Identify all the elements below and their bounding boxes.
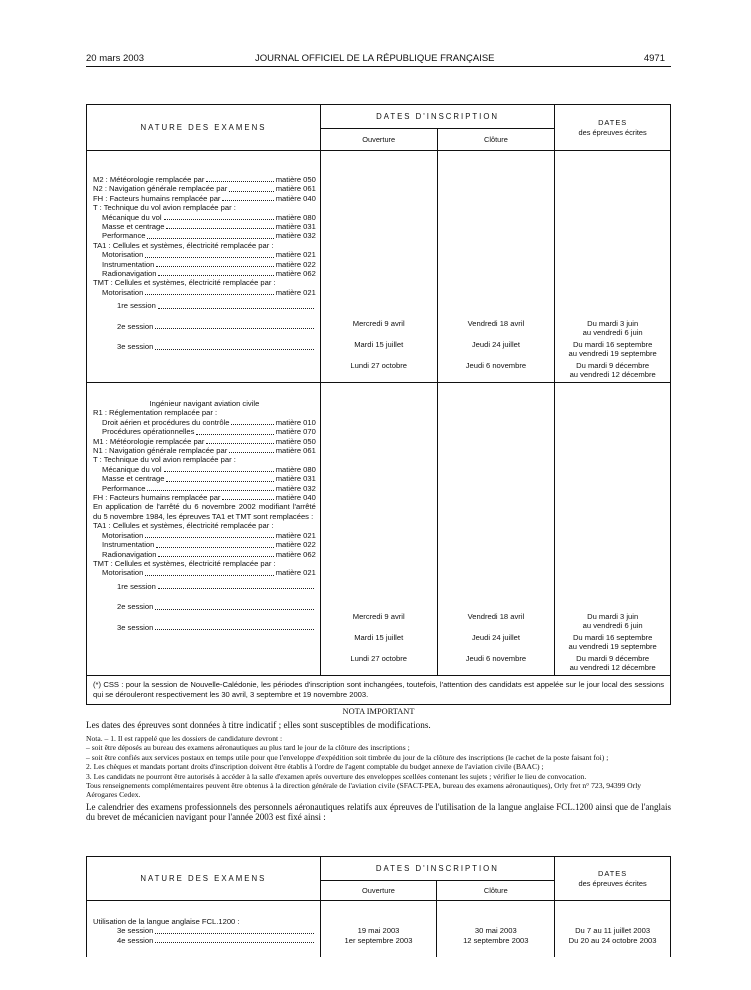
leader-dots — [145, 531, 273, 538]
session-ouverture: 19 mai 2003 — [357, 926, 400, 935]
session-ouverture: Mercredi 9 avril — [352, 319, 405, 328]
session-cloture: Vendredi 18 avril — [467, 319, 525, 328]
subject-line — [93, 568, 316, 577]
subject-matiere: matière 021 — [275, 250, 316, 260]
dates-start: Du mardi 3 juin — [587, 319, 639, 328]
session-ouverture: Mardi 15 juillet — [354, 633, 404, 642]
block1-dates — [555, 151, 671, 383]
leader-dots — [164, 213, 274, 220]
subject-matiere: matière 080 — [275, 464, 316, 474]
session-dates — [555, 319, 670, 340]
dates-end: au vendredi 6 juin — [582, 328, 643, 338]
subject-label: R1 : Réglementation remplacée par : — [93, 408, 218, 418]
session-line — [93, 926, 316, 935]
session-dates — [555, 633, 670, 654]
dates-end: au vendredi 6 juin — [582, 621, 643, 631]
t2-cloture — [437, 901, 555, 957]
note-item: Nota. – 1. Il est rappelé que les dossiers de candidature devront : — [86, 734, 283, 743]
header-page-number: 4971 — [643, 53, 665, 64]
subject-matiere: matière 032 — [275, 483, 316, 493]
leader-dots — [155, 936, 313, 943]
session-label: 2e session — [117, 602, 154, 612]
subject-line — [93, 446, 316, 455]
dates-start: Du mardi 9 décembre — [576, 654, 650, 663]
header-journal-title: JOURNAL OFFICIEL DE LA RÉPUBLIQUE FRANÇAISE — [255, 53, 495, 64]
leader-dots — [206, 437, 273, 444]
leader-dots — [158, 301, 314, 308]
subject-label: N1 : Navigation générale remplacée par — [93, 446, 228, 456]
leader-dots — [222, 194, 273, 201]
leader-dots — [155, 342, 314, 349]
leader-dots — [158, 582, 314, 589]
note-item: – soit être déposés au bureau des examens aéronautiques au plus tard le jour de la clôture des inscriptions ; — [86, 743, 410, 753]
subject-label: Procédures opérationnelles — [102, 427, 195, 437]
session-cloture: Jeudi 6 novembre — [465, 361, 527, 370]
session-ouverture: Lundi 27 octobre — [350, 361, 407, 370]
session-ouverture: 1er septembre 2003 — [344, 936, 413, 945]
subject-line — [93, 203, 316, 212]
subject-matiere: matière 022 — [275, 540, 316, 550]
dates-start: Du mardi 3 juin — [587, 612, 639, 621]
session-line — [93, 322, 316, 331]
subject-line — [93, 455, 316, 464]
session-ouverture: Lundi 27 octobre — [350, 654, 407, 663]
session-cloture: 30 mai 2003 — [474, 926, 517, 935]
session-label: 1re session — [117, 581, 156, 591]
subject-line — [93, 408, 316, 417]
session-label: 3e session — [117, 926, 154, 936]
session-label: 3e session — [117, 342, 154, 352]
subject-matiere: matière 022 — [275, 259, 316, 269]
subject-line — [93, 540, 316, 549]
session-ouverture: Mardi 15 juillet — [354, 340, 404, 349]
note-item: Tous renseignements complémentaires peuvent être obtenus à la direction générale de l'aviation civile (SFACT-PEA, bureau des examens aéronautiques), Orly fret n° 723, 94399 Orly Aérogares Cedex. — [86, 781, 642, 800]
leader-dots — [155, 322, 314, 329]
leader-dots — [158, 550, 273, 557]
subject-label: TA1 : Cellules et systèmes, électricité remplacée par : — [93, 240, 274, 250]
leader-dots — [158, 269, 273, 276]
dates-start: Du mardi 16 septembre — [572, 633, 653, 642]
session-line — [93, 582, 316, 591]
important-note — [86, 707, 671, 823]
leader-dots — [222, 493, 273, 500]
subject-line — [93, 521, 316, 530]
subject-line — [93, 175, 316, 184]
subject-line — [93, 437, 316, 446]
subject-matiere: matière 061 — [275, 184, 316, 194]
leader-dots — [229, 184, 274, 191]
dates-end: au vendredi 19 septembre — [568, 642, 657, 652]
session-cloture: 12 septembre 2003 — [463, 936, 529, 945]
session-cloture: Jeudi 24 juillet — [471, 633, 520, 642]
subject-line — [93, 269, 316, 278]
subject-label: Motorisation — [102, 530, 144, 540]
note-calendar-intro: Le calendrier des examens professionnels des personnels aéronautiques relatifs aux épreuves de l'utilisation de la langue anglaise FCL.1200 ainsi que de l'anglais du brevet de mécanicien navigant pour l'année 2003 est fixé ainsi : — [86, 801, 671, 823]
leader-dots — [231, 418, 273, 425]
leader-dots — [156, 260, 273, 267]
subject-line — [93, 241, 316, 250]
col-nature-header: NATURE DES EXAMENS — [87, 105, 321, 151]
subject-matiere: matière 061 — [275, 446, 316, 456]
subject-label: T : Technique du vol avion remplacée par : — [93, 203, 236, 213]
block1-nature — [87, 151, 321, 383]
subject-line — [93, 474, 316, 483]
table-row — [87, 901, 671, 957]
block2-cloture — [437, 383, 555, 676]
header-date: 20 mars 2003 — [86, 53, 145, 64]
subject-label: M1 : Météorologie remplacée par — [93, 436, 205, 446]
subject-label: Performance — [102, 483, 146, 493]
block2-paragraph: En application de l'arrêté du 6 novembre 2002 modifiant l'arrêté du 5 novembre 1984, les épreuves TA1 et TMT sont remplacées : — [93, 502, 316, 521]
subject-label: Radionavigation — [102, 549, 157, 559]
table-row — [87, 151, 671, 383]
subject-matiere: matière 031 — [275, 222, 316, 232]
session-line — [93, 301, 316, 310]
subject-label: TA1 : Cellules et systèmes, électricité remplacée par : — [93, 521, 274, 531]
subject-matiere: matière 031 — [275, 474, 316, 484]
col-dates-inscription-header: DATES D'INSCRIPTION — [320, 105, 554, 129]
dates-end: au vendredi 12 décembre — [569, 370, 656, 380]
leader-dots — [145, 288, 273, 295]
note-intro: Les dates des épreuves sont données à titre indicatif ; elles sont susceptibles de modifications. — [86, 720, 431, 730]
subject-label: Masse et centrage — [102, 222, 165, 232]
subject-line — [93, 493, 316, 502]
subject-line — [93, 288, 316, 297]
subject-line — [93, 222, 316, 231]
header-rule — [86, 66, 671, 67]
col-ouverture-header: Ouverture — [320, 129, 437, 151]
t2-ouverture — [320, 901, 437, 957]
session-line — [93, 936, 316, 945]
subject-label: T : Technique du vol avion remplacée par : — [93, 455, 236, 465]
col-epreuves-label: des épreuves écrites — [578, 127, 647, 137]
subject-matiere: matière 062 — [275, 269, 316, 279]
leader-dots — [196, 427, 273, 434]
session-cloture: Jeudi 6 novembre — [465, 654, 527, 663]
leader-dots — [147, 484, 273, 491]
note-item: – soit être confiés aux services postaux en temps utile pour que l'enveloppe d'expédition soit timbrée du jour de la clôture des inscriptions (le cachet de la poste faisant foi) ; — [86, 752, 609, 762]
subject-label: Masse et centrage — [102, 474, 165, 484]
subject-label: Performance — [102, 231, 146, 241]
subject-label: Mécanique du vol — [102, 464, 162, 474]
subject-label: N2 : Navigation générale remplacée par — [93, 184, 228, 194]
session-dates — [555, 340, 670, 361]
col-dates-inscription-header: DATES D'INSCRIPTION — [320, 857, 555, 881]
block1-ouverture — [320, 151, 437, 383]
subject-matiere: matière 080 — [275, 212, 316, 222]
leader-dots — [164, 465, 274, 472]
subject-line — [93, 559, 316, 568]
session-dates: Du 20 au 24 octobre 2003 — [568, 936, 657, 945]
subject-line — [93, 250, 316, 259]
session-line — [93, 602, 316, 611]
leader-dots — [166, 222, 273, 229]
session-line — [93, 342, 316, 351]
subject-label: FH : Facteurs humains remplacée par — [93, 493, 221, 503]
col-cloture-header: Clôture — [437, 129, 555, 151]
subject-label: Motorisation — [102, 287, 144, 297]
leader-dots — [155, 926, 313, 933]
session-cloture: Vendredi 18 avril — [467, 612, 525, 621]
block2-title: Ingénieur navigant aviation civile — [149, 399, 260, 408]
subject-line — [93, 194, 316, 203]
subject-line — [93, 213, 316, 222]
block2-ouverture — [320, 383, 437, 676]
subject-line — [93, 531, 316, 540]
subject-line — [93, 278, 316, 287]
subject-matiere: matière 032 — [275, 231, 316, 241]
t2-dates — [555, 901, 671, 957]
subject-line — [93, 484, 316, 493]
session-dates: Du 7 au 11 juillet 2003 — [575, 926, 651, 935]
col-dates-label: DATES — [598, 869, 628, 879]
col-cloture-header: Clôture — [437, 881, 555, 901]
subject-label: Motorisation — [102, 568, 144, 578]
t2-nature — [87, 901, 321, 957]
col-ouverture-header: Ouverture — [320, 881, 437, 901]
subject-label: Radionavigation — [102, 269, 157, 279]
subject-matiere: matière 050 — [275, 436, 316, 446]
subject-label: M2 : Météorologie remplacée par — [93, 175, 205, 184]
subject-line — [93, 260, 316, 269]
leader-dots — [229, 446, 274, 453]
session-cloture: Jeudi 24 juillet — [471, 340, 520, 349]
dates-start: Du mardi 16 septembre — [572, 340, 653, 349]
leader-dots — [166, 474, 273, 481]
table1-footnote: (*) CSS : pour la session de Nouvelle-Calédonie, les périodes d'inscription sont inchangées, toutefois, l'attention des candidats est appelée sur le jour local des sessions qui se dérouleront respectivement les 30 avril, 3 septembre et 19 novembre 2003. — [87, 676, 671, 705]
dates-end: au vendredi 12 décembre — [569, 663, 656, 673]
session-dates — [555, 361, 670, 382]
t2-title: Utilisation de la langue anglaise FCL.1200 : — [93, 917, 240, 926]
subject-line — [93, 427, 316, 436]
block1-cloture — [437, 151, 555, 383]
table-row — [87, 383, 671, 676]
subject-matiere: matière 021 — [275, 530, 316, 540]
session-ouverture: Mercredi 9 avril — [352, 612, 405, 621]
col-dates-epreuves-header — [555, 105, 671, 151]
session-dates — [555, 612, 670, 633]
col-dates-label: DATES — [598, 118, 628, 128]
dates-end: au vendredi 19 septembre — [568, 349, 657, 359]
subject-label: Mécanique du vol — [102, 212, 162, 222]
leader-dots — [155, 602, 314, 609]
subject-matiere: matière 050 — [275, 175, 316, 184]
dates-start: Du mardi 9 décembre — [576, 361, 650, 370]
exam-table-1 — [86, 104, 671, 705]
subject-label: Droit aérien et procédures du contrôle — [102, 417, 230, 427]
block2-nature — [87, 383, 321, 676]
leader-dots — [147, 231, 273, 238]
session-label: 4e session — [117, 935, 154, 945]
col-epreuves-label: des épreuves écrites — [578, 878, 647, 888]
subject-label: TMT : Cellules et systèmes, électricité remplacée par : — [93, 558, 276, 568]
leader-dots — [155, 623, 314, 630]
session-label: 1re session — [117, 301, 156, 311]
leader-dots — [156, 540, 273, 547]
subject-matiere: matière 021 — [275, 287, 316, 297]
subject-label: Instrumentation — [102, 540, 155, 550]
subject-matiere: matière 040 — [275, 193, 316, 203]
subject-matiere: matière 040 — [275, 493, 316, 503]
note-item: 3. Les candidats ne pourront être autorisés à accéder à la salle d'examen après ouverture des enveloppes scellées contenant les sujets ; vérifier le lieu de convocation. — [86, 771, 587, 781]
subject-line — [93, 231, 316, 240]
session-dates — [555, 654, 670, 675]
subject-line — [93, 418, 316, 427]
subject-matiere: matière 021 — [275, 568, 316, 578]
subject-line — [93, 184, 316, 193]
subject-line — [93, 550, 316, 559]
exam-table-2 — [86, 856, 671, 957]
leader-dots — [206, 175, 273, 182]
session-label: 2e session — [117, 321, 154, 331]
session-label: 3e session — [117, 622, 154, 632]
subject-label: Instrumentation — [102, 259, 155, 269]
leader-dots — [145, 250, 273, 257]
subject-matiere: matière 010 — [275, 417, 316, 427]
leader-dots — [145, 568, 273, 575]
note-title: NOTA IMPORTANT — [342, 707, 415, 716]
subject-label: TMT : Cellules et systèmes, électricité remplacée par : — [93, 278, 276, 288]
subject-label: FH : Facteurs humains remplacée par — [93, 193, 221, 203]
subject-label: Motorisation — [102, 250, 144, 260]
subject-line — [93, 465, 316, 474]
note-item: 2. Les chèques et mandats portant droits d'inscription doivent être établis à l'ordre de l'agent comptable du budget annexe de l'aviation civile (BAAC) ; — [86, 762, 544, 772]
col-nature-header: NATURE DES EXAMENS — [87, 857, 321, 901]
col-dates-epreuves-header — [555, 857, 671, 901]
session-line — [93, 623, 316, 632]
subject-matiere: matière 062 — [275, 549, 316, 559]
subject-matiere: matière 070 — [275, 427, 316, 437]
block2-dates — [555, 383, 671, 676]
